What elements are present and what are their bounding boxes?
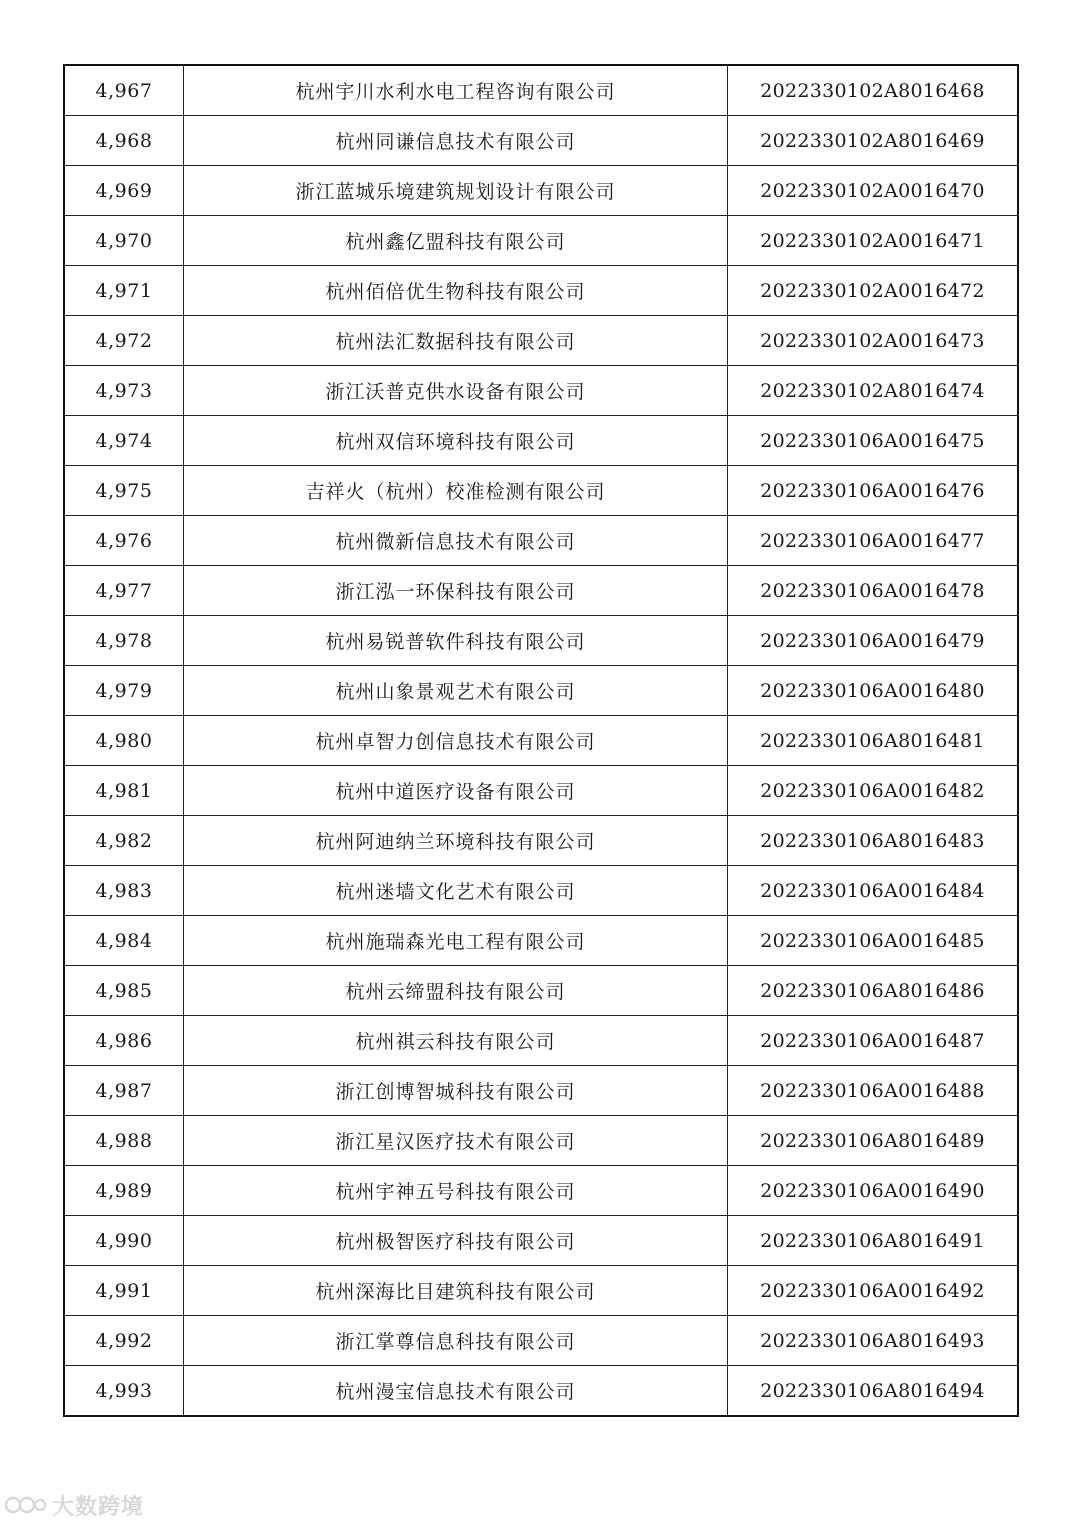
registration-code-cell: 2022330106A8016486: [728, 966, 1019, 1016]
row-number-cell: 4,980: [64, 716, 184, 766]
table-row: [64, 566, 1018, 616]
company-name-cell: 杭州极智医疗科技有限公司: [184, 1216, 728, 1266]
registration-code-cell: 2022330102A0016473: [728, 316, 1019, 366]
company-name-cell: 杭州深海比目建筑科技有限公司: [184, 1266, 728, 1316]
watermark-text: 大数跨境: [52, 1494, 145, 1520]
company-name-cell: 杭州漫宝信息技术有限公司: [184, 1366, 728, 1417]
row-number-cell: 4,984: [64, 916, 184, 966]
company-name-cell: 杭州迷墙文化艺术有限公司: [184, 866, 728, 916]
company-name-cell: 杭州佰倍优生物科技有限公司: [184, 266, 728, 316]
company-name-cell: 浙江沃普克供水设备有限公司: [184, 366, 728, 416]
watermark: [4, 1490, 144, 1520]
row-number-cell: 4,989: [64, 1166, 184, 1216]
row-number-cell: 4,977: [64, 566, 184, 616]
registration-code-cell: 2022330102A0016472: [728, 266, 1019, 316]
table-row: [64, 716, 1018, 766]
registration-code-cell: 2022330102A8016469: [728, 116, 1019, 166]
table-row: [64, 766, 1018, 816]
table-row: [64, 1166, 1018, 1216]
registration-code-cell: 2022330106A0016476: [728, 466, 1019, 516]
wechat-channel-logo-icon: [4, 1494, 48, 1516]
company-name-cell: 浙江掌尊信息科技有限公司: [184, 1316, 728, 1366]
row-number-cell: 4,970: [64, 216, 184, 266]
row-number-cell: 4,972: [64, 316, 184, 366]
registration-code-cell: 2022330106A8016483: [728, 816, 1019, 866]
registration-code-cell: 2022330106A0016492: [728, 1266, 1019, 1316]
registration-code-cell: 2022330102A8016474: [728, 366, 1019, 416]
registration-code-cell: 2022330106A0016478: [728, 566, 1019, 616]
row-number-cell: 4,969: [64, 166, 184, 216]
table-row: [64, 1016, 1018, 1066]
table-row: [64, 916, 1018, 966]
row-number-cell: 4,991: [64, 1266, 184, 1316]
company-name-cell: 杭州鑫亿盟科技有限公司: [184, 216, 728, 266]
registration-code-cell: 2022330106A0016485: [728, 916, 1019, 966]
registration-code-cell: 2022330106A0016488: [728, 1066, 1019, 1116]
row-number-cell: 4,976: [64, 516, 184, 566]
registration-code-cell: 2022330102A8016468: [728, 65, 1019, 116]
table-row: [64, 866, 1018, 916]
table-row: [64, 416, 1018, 466]
row-number-cell: 4,974: [64, 416, 184, 466]
company-name-cell: 杭州同谦信息技术有限公司: [184, 116, 728, 166]
table-row: [64, 466, 1018, 516]
registration-code-cell: 2022330102A0016471: [728, 216, 1019, 266]
table-row: [64, 1066, 1018, 1116]
company-name-cell: 杭州微新信息技术有限公司: [184, 516, 728, 566]
row-number-cell: 4,987: [64, 1066, 184, 1116]
table-row: [64, 816, 1018, 866]
row-number-cell: 4,990: [64, 1216, 184, 1266]
row-number-cell: 4,973: [64, 366, 184, 416]
company-name-cell: 浙江创博智城科技有限公司: [184, 1066, 728, 1116]
table-row: [64, 266, 1018, 316]
table-row: [64, 1316, 1018, 1366]
registration-code-cell: 2022330106A0016490: [728, 1166, 1019, 1216]
company-name-cell: 杭州祺云科技有限公司: [184, 1016, 728, 1066]
row-number-cell: 4,978: [64, 616, 184, 666]
row-number-cell: 4,992: [64, 1316, 184, 1366]
company-name-cell: 吉祥火（杭州）校准检测有限公司: [184, 466, 728, 516]
company-name-cell: 杭州宇神五号科技有限公司: [184, 1166, 728, 1216]
company-name-cell: 浙江蓝城乐境建筑规划设计有限公司: [184, 166, 728, 216]
company-name-cell: 杭州中道医疗设备有限公司: [184, 766, 728, 816]
row-number-cell: 4,979: [64, 666, 184, 716]
table-row: [64, 116, 1018, 166]
company-name-cell: 浙江星汉医疗技术有限公司: [184, 1116, 728, 1166]
company-name-cell: 杭州云缔盟科技有限公司: [184, 966, 728, 1016]
table-row: [64, 1116, 1018, 1166]
registration-code-cell: 2022330106A8016481: [728, 716, 1019, 766]
row-number-cell: 4,986: [64, 1016, 184, 1066]
table-body: [64, 65, 1018, 1416]
registration-code-cell: 2022330106A0016480: [728, 666, 1019, 716]
table-row: [64, 516, 1018, 566]
table-row: [64, 216, 1018, 266]
row-number-cell: 4,988: [64, 1116, 184, 1166]
row-number-cell: 4,982: [64, 816, 184, 866]
company-name-cell: 浙江泓一环保科技有限公司: [184, 566, 728, 616]
table-row: [64, 65, 1018, 116]
registration-code-cell: 2022330106A0016477: [728, 516, 1019, 566]
company-name-cell: 杭州卓智力创信息技术有限公司: [184, 716, 728, 766]
registration-code-cell: 2022330106A8016494: [728, 1366, 1019, 1417]
company-name-cell: 杭州宇川水利水电工程咨询有限公司: [184, 65, 728, 116]
company-name-cell: 杭州双信环境科技有限公司: [184, 416, 728, 466]
row-number-cell: 4,981: [64, 766, 184, 816]
company-name-cell: 杭州易锐普软件科技有限公司: [184, 616, 728, 666]
row-number-cell: 4,968: [64, 116, 184, 166]
registration-code-cell: 2022330106A0016487: [728, 1016, 1019, 1066]
registration-code-cell: 2022330106A8016493: [728, 1316, 1019, 1366]
row-number-cell: 4,983: [64, 866, 184, 916]
table-row: [64, 316, 1018, 366]
row-number-cell: 4,975: [64, 466, 184, 516]
table-row: [64, 166, 1018, 216]
registration-code-cell: 2022330106A0016484: [728, 866, 1019, 916]
table-row: [64, 666, 1018, 716]
table-row: [64, 1266, 1018, 1316]
company-name-cell: 杭州阿迪纳兰环境科技有限公司: [184, 816, 728, 866]
row-number-cell: 4,993: [64, 1366, 184, 1417]
company-name-cell: 杭州法汇数据科技有限公司: [184, 316, 728, 366]
row-number-cell: 4,971: [64, 266, 184, 316]
table-row: [64, 616, 1018, 666]
company-registry-table: [63, 64, 1019, 1417]
company-name-cell: 杭州山象景观艺术有限公司: [184, 666, 728, 716]
registration-code-cell: 2022330106A0016475: [728, 416, 1019, 466]
table-row: [64, 1216, 1018, 1266]
registration-code-cell: 2022330106A8016491: [728, 1216, 1019, 1266]
row-number-cell: 4,967: [64, 65, 184, 116]
registration-code-cell: 2022330106A8016489: [728, 1116, 1019, 1166]
row-number-cell: 4,985: [64, 966, 184, 1016]
company-name-cell: 杭州施瑞森光电工程有限公司: [184, 916, 728, 966]
table-row: [64, 366, 1018, 416]
table-row: [64, 966, 1018, 1016]
registration-code-cell: 2022330106A0016482: [728, 766, 1019, 816]
registration-code-cell: 2022330106A0016479: [728, 616, 1019, 666]
registration-code-cell: 2022330102A0016470: [728, 166, 1019, 216]
table-row: [64, 1366, 1018, 1417]
